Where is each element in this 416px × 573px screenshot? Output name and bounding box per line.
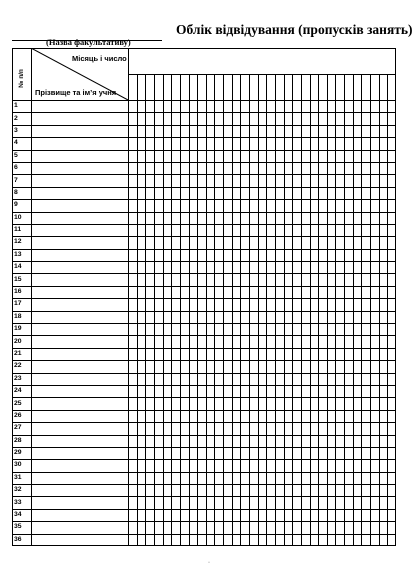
row-line xyxy=(12,286,396,287)
row-number: 26 xyxy=(14,411,22,419)
row-number: 13 xyxy=(14,250,22,258)
row-line xyxy=(12,521,396,522)
row-line xyxy=(12,125,396,126)
row-line xyxy=(12,162,396,163)
row-line xyxy=(12,150,396,151)
row-line xyxy=(12,112,396,113)
row-number: 10 xyxy=(14,213,22,221)
row-number: 29 xyxy=(14,449,22,457)
row-line xyxy=(12,496,396,497)
row-number: 20 xyxy=(14,337,22,345)
row-line xyxy=(12,534,396,535)
row-number: 15 xyxy=(14,275,22,283)
row-line xyxy=(12,199,396,200)
row-line xyxy=(12,484,396,485)
row-number-header: № п/п xyxy=(18,68,25,88)
row-number: 12 xyxy=(14,238,22,246)
row-line xyxy=(12,261,396,262)
row-line xyxy=(12,249,396,250)
row-number: 36 xyxy=(14,535,22,543)
row-line xyxy=(12,187,396,188)
row-line xyxy=(12,323,396,324)
row-number: 9 xyxy=(14,201,18,209)
row-line xyxy=(12,335,396,336)
row-line xyxy=(12,298,396,299)
row-number: 33 xyxy=(14,498,22,506)
row-number: 16 xyxy=(14,288,22,296)
row-line xyxy=(12,311,396,312)
row-number: 24 xyxy=(14,387,22,395)
row-line xyxy=(12,422,396,423)
page-mark: · xyxy=(208,560,210,566)
student-name-header: Прізвище та ім’я учня xyxy=(35,88,117,97)
row-number: 14 xyxy=(14,263,22,271)
row-number: 7 xyxy=(14,176,18,184)
row-line xyxy=(12,435,396,436)
row-number: 5 xyxy=(14,151,18,159)
course-name-label: (Назва факультативу) xyxy=(46,37,131,47)
row-number: 23 xyxy=(14,374,22,382)
row-number: 4 xyxy=(14,139,18,147)
row-number: 27 xyxy=(14,424,22,432)
row-number: 11 xyxy=(14,226,22,234)
row-number: 25 xyxy=(14,399,22,407)
row-number: 2 xyxy=(14,114,18,122)
row-number: 22 xyxy=(14,362,22,370)
month-day-header: Місяць і число xyxy=(72,54,127,63)
row-number: 6 xyxy=(14,164,18,172)
row-number: 34 xyxy=(14,511,22,519)
row-line xyxy=(12,410,396,411)
row-number: 21 xyxy=(14,349,22,357)
row-line xyxy=(12,212,396,213)
row-line xyxy=(12,509,396,510)
row-number: 32 xyxy=(14,486,22,494)
header-diagonal-line xyxy=(31,48,128,100)
row-line xyxy=(12,137,396,138)
row-number: 1 xyxy=(14,102,18,110)
row-number: 30 xyxy=(14,461,22,469)
row-number: 19 xyxy=(14,325,22,333)
row-line xyxy=(12,174,396,175)
row-line xyxy=(12,447,396,448)
row-line xyxy=(12,360,396,361)
date-header-line xyxy=(128,74,396,75)
row-line xyxy=(12,459,396,460)
row-number: 17 xyxy=(14,300,22,308)
row-line xyxy=(12,236,396,237)
row-number: 28 xyxy=(14,436,22,444)
row-number: 8 xyxy=(14,188,18,196)
row-line xyxy=(12,472,396,473)
row-line xyxy=(12,348,396,349)
row-number: 18 xyxy=(14,312,22,320)
row-number: 35 xyxy=(14,523,22,531)
row-line xyxy=(12,224,396,225)
row-line xyxy=(12,373,396,374)
row-line xyxy=(12,397,396,398)
row-line xyxy=(12,385,396,386)
row-number: 31 xyxy=(14,473,22,481)
row-line xyxy=(12,273,396,274)
row-number: 3 xyxy=(14,126,18,134)
header-bottom-line xyxy=(12,100,396,101)
page-title: Облік відвідування (пропусків занять) xyxy=(176,22,413,37)
